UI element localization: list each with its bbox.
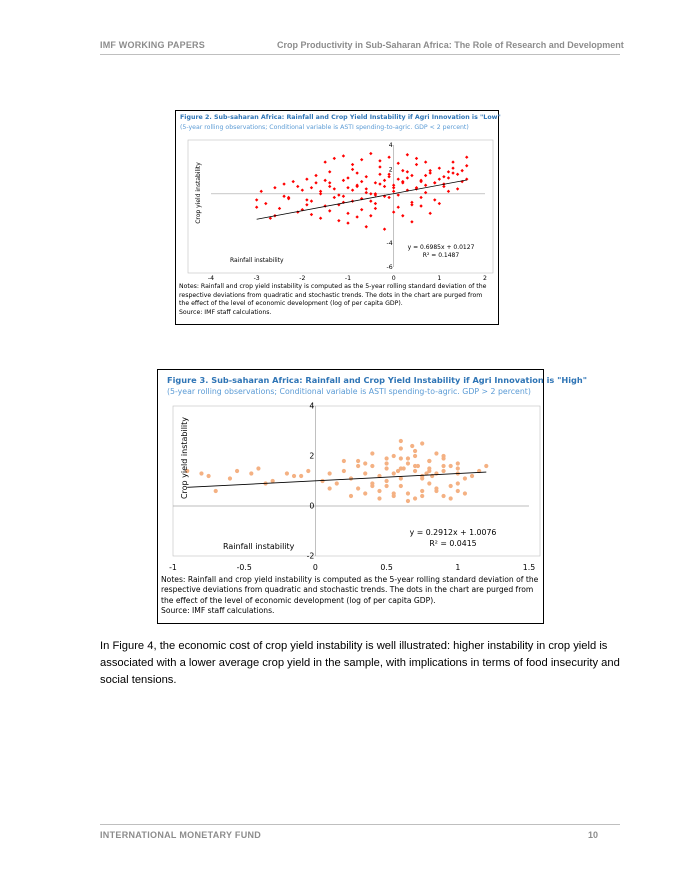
figure-3-data-point	[328, 471, 332, 475]
body-line: associated with a lower average crop yield in the sample, with implications in terms of food insecurity and	[100, 657, 620, 669]
figure-3-data-point	[228, 476, 232, 480]
figure-2-x-tick-label: 1	[437, 275, 442, 282]
figure-3-scatter-chart	[158, 370, 543, 575]
figure-3-data-point	[413, 469, 417, 473]
figure-3-x-tick-label: 1.5	[522, 563, 536, 572]
figure-3-data-point	[199, 471, 203, 475]
figure-3-data-point	[363, 471, 367, 475]
figure-3-data-point	[370, 451, 374, 455]
figure-3-x-tick-label: -1	[169, 563, 177, 572]
figure-2-x-tick-label: 0	[391, 275, 396, 282]
figure-3-data-point	[406, 456, 410, 460]
figure-3-data-point	[413, 454, 417, 458]
figure-3-data-point	[420, 441, 424, 445]
figure-3-data-point	[342, 459, 346, 463]
figure-3-data-point	[356, 464, 360, 468]
figure-3-note-line: Notes: Rainfall and crop yield instability is computed as the 5-year rolling standard deviation of the	[161, 575, 539, 584]
figure-3-data-point	[406, 461, 410, 465]
figure-3-notes	[161, 575, 541, 617]
header-rule	[100, 54, 620, 55]
figure-3-data-point	[385, 466, 389, 470]
figure-3-data-point	[385, 456, 389, 460]
figure-3-data-point	[406, 491, 410, 495]
figure-3-data-point	[420, 476, 424, 480]
figure-2-equation: y = 0.6985x + 0.0127	[407, 244, 475, 251]
figure-3-data-point	[249, 471, 253, 475]
figure-3-x-tick-label: -0.5	[236, 563, 252, 572]
figure-3-data-point	[299, 474, 303, 478]
figure-3-y-tick-label: 4	[309, 401, 315, 411]
figure-2-note-line: respective deviations from quadratic and stochastic trends. The dots in the chart are purged from	[179, 291, 483, 299]
figure-3-x-tick-label: 0.5	[380, 563, 393, 572]
figure-3-data-point	[385, 484, 389, 488]
figure-3-data-point	[399, 439, 403, 443]
figure-3-data-point	[349, 494, 353, 498]
figure-3-data-point	[377, 496, 381, 500]
figure-3-data-point	[416, 464, 420, 468]
figure-3-data-point	[385, 461, 389, 465]
figure-3-equation: y = 0.2912x + 1.0076	[409, 528, 497, 537]
figure-3-data-point	[456, 489, 460, 493]
figure-3-data-point	[392, 454, 396, 458]
figure-3-data-point	[328, 486, 332, 490]
figure-2-y-tick-label: 2	[388, 166, 393, 174]
figure-3-data-point	[342, 469, 346, 473]
figure-2-x-tick-label: -3	[253, 275, 260, 282]
figure-3-data-point	[256, 466, 260, 470]
figure-3-data-point	[363, 491, 367, 495]
figure-3-data-point	[413, 496, 417, 500]
figure-3-data-point	[396, 469, 400, 473]
figure-3-data-point	[363, 461, 367, 465]
figure-2-y-tick-label: -4	[386, 239, 393, 247]
figure-3-data-point	[370, 464, 374, 468]
figure-3-data-point	[320, 479, 324, 483]
figure-2-subtitle: (5-year rolling observations; Conditional variable is ASTI spending-to-agric. GDP < 2 percent)	[180, 124, 469, 131]
figure-2-title: Figure 2. Sub-saharan Africa: Rainfall and Crop Yield Instability if Agri Innovation is "Low"	[180, 114, 501, 121]
figure-3-data-point	[420, 494, 424, 498]
figure-3-data-point	[399, 446, 403, 450]
figure-2-x-axis-label: Rainfall instability	[230, 257, 284, 264]
figure-3-data-point	[441, 464, 445, 468]
figure-2-note-line: the effect of the level of economic development (log of per capita GDP).	[179, 300, 403, 308]
figure-3-data-point	[370, 481, 374, 485]
figure-3-note-line: the effect of the level of economic development (log of per capita GDP).	[161, 595, 436, 605]
figure-2-box	[175, 110, 499, 325]
figure-3-data-point	[434, 451, 438, 455]
figure-2-y-tick-label: -6	[386, 264, 393, 272]
figure-3-data-point	[456, 481, 460, 485]
figure-3-r-squared: R² = 0.0415	[429, 539, 477, 548]
figure-2-x-tick-label: 2	[483, 275, 487, 282]
figure-2-y-axis-label: Crop yield instability	[195, 162, 202, 224]
figure-3-data-point	[420, 489, 424, 493]
figure-3-y-tick-label: 0	[309, 501, 315, 511]
footer-rule	[100, 824, 620, 825]
figure-3-x-tick-label: 1	[455, 563, 461, 572]
figure-3-data-point	[434, 489, 438, 493]
figure-3-data-point	[470, 474, 474, 478]
figure-3-data-point	[306, 469, 310, 473]
figure-3-data-point	[427, 481, 431, 485]
figure-2-notes	[179, 283, 497, 317]
figure-2-scatter-chart	[176, 111, 498, 283]
figure-3-data-point	[377, 489, 381, 493]
figure-3-data-point	[441, 494, 445, 498]
figure-3-data-point	[406, 499, 410, 503]
figure-2-x-tick-label: -1	[344, 275, 352, 282]
figure-2-source: Source: IMF staff calculations.	[179, 308, 272, 316]
figure-3-data-point	[385, 479, 389, 483]
figure-3-x-tick-label: 0	[312, 563, 318, 572]
figure-3-data-point	[356, 486, 360, 490]
figure-3-data-point	[207, 474, 211, 478]
figure-3-data-point	[463, 476, 467, 480]
figure-3-data-point	[356, 459, 360, 463]
figure-3-data-point	[427, 459, 431, 463]
figure-3-y-tick-label: -2	[306, 551, 315, 561]
body-line: In Figure 4, the economic cost of crop yield instability is well illustrated: higher instability in crop yield is	[100, 640, 608, 652]
figure-3-data-point	[399, 456, 403, 460]
figure-3-data-point	[285, 471, 289, 475]
footer-publisher: INTERNATIONAL MONETARY FUND	[100, 830, 262, 840]
figure-3-data-point	[441, 469, 445, 473]
running-header-title: Crop Productivity in Sub-Saharan Africa: The Role of Research and Development	[277, 40, 624, 50]
figure-3-data-point	[449, 464, 453, 468]
figure-3-data-point	[456, 466, 460, 470]
figure-3-data-point	[399, 476, 403, 480]
figure-2-x-tick-label: -2	[299, 275, 306, 282]
figure-3-data-point	[292, 474, 296, 478]
figure-3-y-axis-label: Crop yield instability	[180, 416, 189, 500]
figure-3-data-point	[335, 481, 339, 485]
figure-3-title: Figure 3. Sub-saharan Africa: Rainfall and Crop Yield Instability if Agri Innovation is "High"	[167, 375, 587, 385]
figure-3-data-point	[399, 484, 403, 488]
figure-2-y-tick-label: 4	[388, 142, 393, 150]
figure-3-subtitle: (5-year rolling observations; Conditional variable is ASTI spending-to-agric. GDP > 2 percent)	[167, 387, 531, 396]
figure-3-data-point	[392, 491, 396, 495]
figure-3-note-line: respective deviations from quadratic and stochastic trends. The dots in the chart are purged from	[161, 585, 534, 595]
figure-3-y-tick-label: 2	[309, 451, 315, 461]
figure-3-data-point	[402, 466, 406, 470]
figure-3-data-point	[456, 461, 460, 465]
figure-3-data-point	[463, 491, 467, 495]
figure-3-box	[157, 369, 587, 624]
figure-3-data-point	[214, 489, 218, 493]
figure-3-data-point	[449, 496, 453, 500]
figure-2-x-tick-label: -4	[207, 275, 215, 282]
figure-3-data-point	[484, 464, 488, 468]
figure-3-data-point	[413, 449, 417, 453]
figure-3-data-point	[235, 469, 239, 473]
figure-3-data-point	[449, 484, 453, 488]
figure-3-data-point	[392, 471, 396, 475]
figure-3-source: Source: IMF staff calculations.	[161, 606, 275, 616]
body-line: social tensions.	[100, 674, 177, 686]
figure-3-x-axis-label: Rainfall instability	[223, 542, 295, 551]
running-header-left: IMF WORKING PAPERS	[100, 40, 205, 50]
figure-3-data-point	[410, 444, 414, 448]
body-paragraph	[100, 638, 622, 689]
figure-3-data-point	[441, 456, 445, 460]
figure-2-r-squared: R² = 0.1487	[422, 252, 460, 259]
page-number: 10	[588, 830, 599, 840]
figure-2-note-line: Notes: Rainfall and crop yield instability is computed as the 5-year rolling standard deviation of the	[179, 283, 487, 290]
